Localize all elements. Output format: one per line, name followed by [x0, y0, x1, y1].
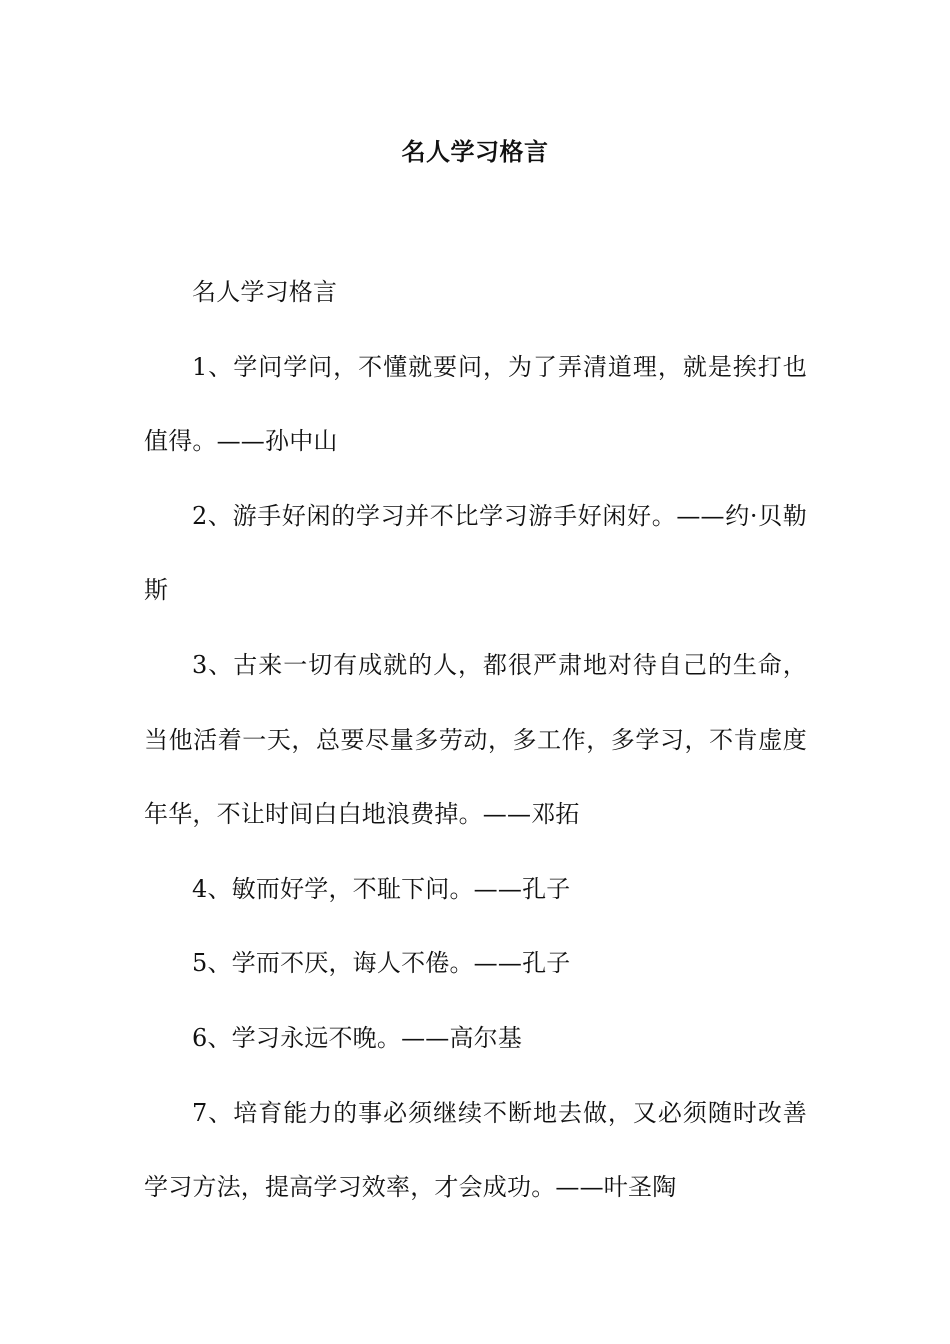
quote-paragraph-1: 1、学问学问，不懂就要问，为了弄清道理，就是挨打也值得。——孙中山: [144, 352, 807, 456]
quote-paragraph-5: 5、学而不厌，诲人不倦。——孔子: [192, 949, 571, 978]
quote-paragraph-3: 3、古来一切有成就的人，都很严肃地对待自己的生命，当他活着一天，总要尽量多劳动，多工作，多学习，不肯虚度年华，不让时间白白地浪费掉。——邓拓: [144, 650, 807, 829]
quote-paragraph-4: 4、敏而好学，不耻下问。——孔子: [192, 874, 571, 903]
quote-paragraph-6: 6、学习永远不晚。——高尔基: [192, 1023, 523, 1052]
document-body: [144, 255, 807, 1225]
page-title: 名人学习格言: [401, 138, 549, 166]
quote-paragraph-2: 2、游手好闲的学习并不比学习游手好闲好。——约·贝勒斯: [144, 501, 807, 605]
subtitle-paragraph: 名人学习格言: [192, 278, 338, 306]
quote-paragraph-7: 7、培育能力的事必须继续不断地去做，又必须随时改善学习方法，提高学习效率，才会成功。——叶圣陶: [144, 1098, 807, 1202]
